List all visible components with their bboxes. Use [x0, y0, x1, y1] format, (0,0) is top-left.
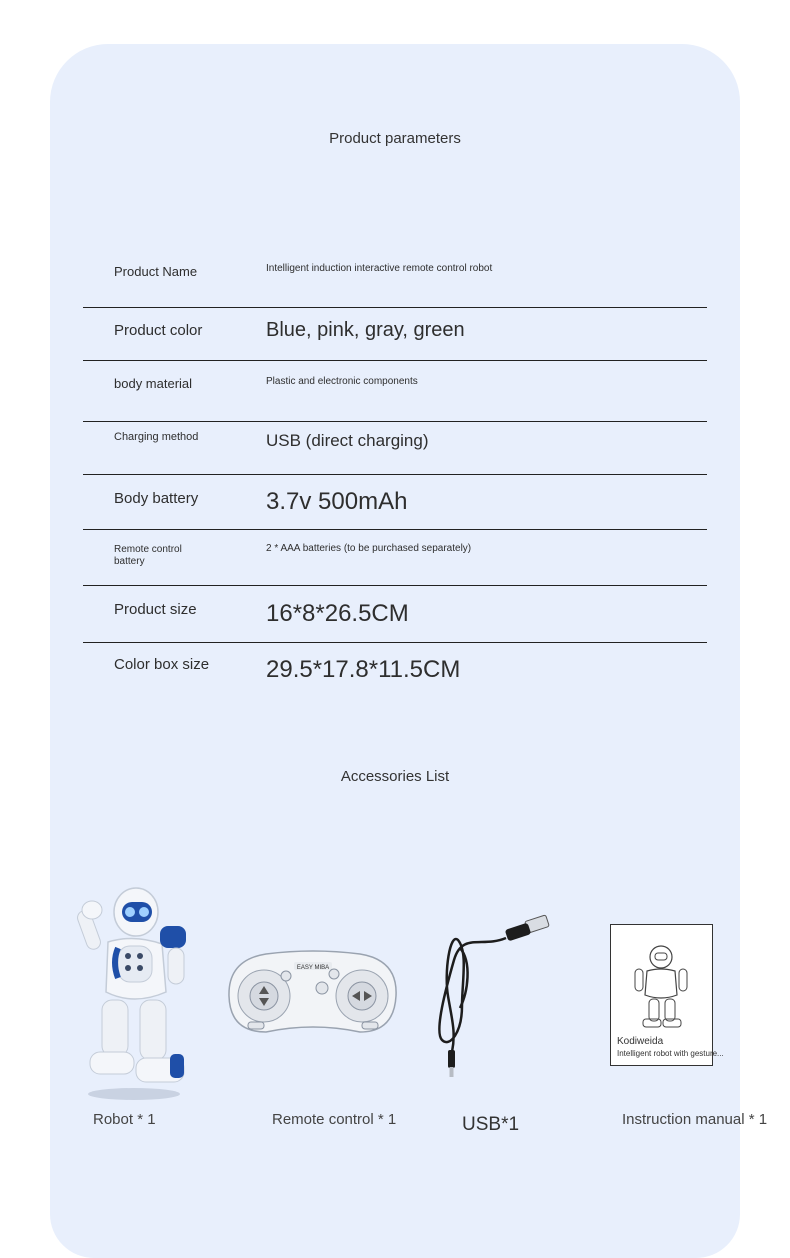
- accessory-label-robot: Robot * 1: [93, 1111, 156, 1128]
- param-value: Intelligent induction interactive remote control robot: [266, 263, 493, 274]
- param-row-product-size: [83, 585, 707, 643]
- usb-cable-icon: [432, 912, 552, 1080]
- param-row-charging-method: [83, 421, 707, 475]
- param-value: 2 * AAA batteries (to be purchased separately): [266, 543, 472, 554]
- remote-brand-text: EASY MIBA: [296, 965, 330, 971]
- accessories-heading: Accessories List: [340, 768, 450, 785]
- param-row-product-name: [83, 252, 707, 308]
- params-heading: Product parameters: [329, 130, 461, 147]
- param-label: Body battery: [114, 490, 199, 507]
- accessory-label-manual: Instruction manual * 1: [622, 1111, 768, 1128]
- param-value: USB (direct charging): [266, 431, 429, 450]
- param-label: Product Name: [114, 264, 198, 279]
- param-value: 29.5*17.8*11.5CM: [266, 656, 461, 683]
- manual-icon: [611, 933, 712, 1033]
- instruction-manual-image: [610, 924, 724, 1066]
- robot-image: [74, 882, 194, 1102]
- accessory-label-remote: Remote control * 1: [272, 1111, 397, 1128]
- param-value: Blue, pink, gray, green: [266, 319, 465, 341]
- manual-brand: Kodiweida: [617, 1036, 664, 1047]
- param-row-body-material: [83, 360, 707, 422]
- remote-control-icon: [226, 950, 400, 1036]
- param-label: Product color: [114, 322, 203, 339]
- param-value: 3.7v 500mAh: [266, 488, 408, 515]
- param-row-remote-battery: [83, 529, 707, 586]
- usb-cable-image: [432, 912, 552, 1080]
- robot-icon: [74, 882, 194, 1102]
- param-label: Color box size: [114, 656, 210, 673]
- param-value: Plastic and electronic components: [266, 376, 418, 387]
- accessory-label-usb: USB*1: [462, 1114, 520, 1135]
- param-label: body material: [114, 376, 193, 391]
- param-row-product-color: [83, 307, 707, 361]
- param-row-body-battery: [83, 474, 707, 530]
- param-label: Remote control battery: [114, 544, 182, 567]
- remote-control-image: [226, 950, 400, 1036]
- param-label: Charging method: [114, 431, 199, 443]
- param-value: 16*8*26.5CM: [266, 600, 409, 627]
- manual-subtitle: Intelligent robot with gesture...: [617, 1049, 724, 1058]
- param-row-color-box-size: [83, 642, 707, 697]
- param-label: Product size: [114, 601, 197, 618]
